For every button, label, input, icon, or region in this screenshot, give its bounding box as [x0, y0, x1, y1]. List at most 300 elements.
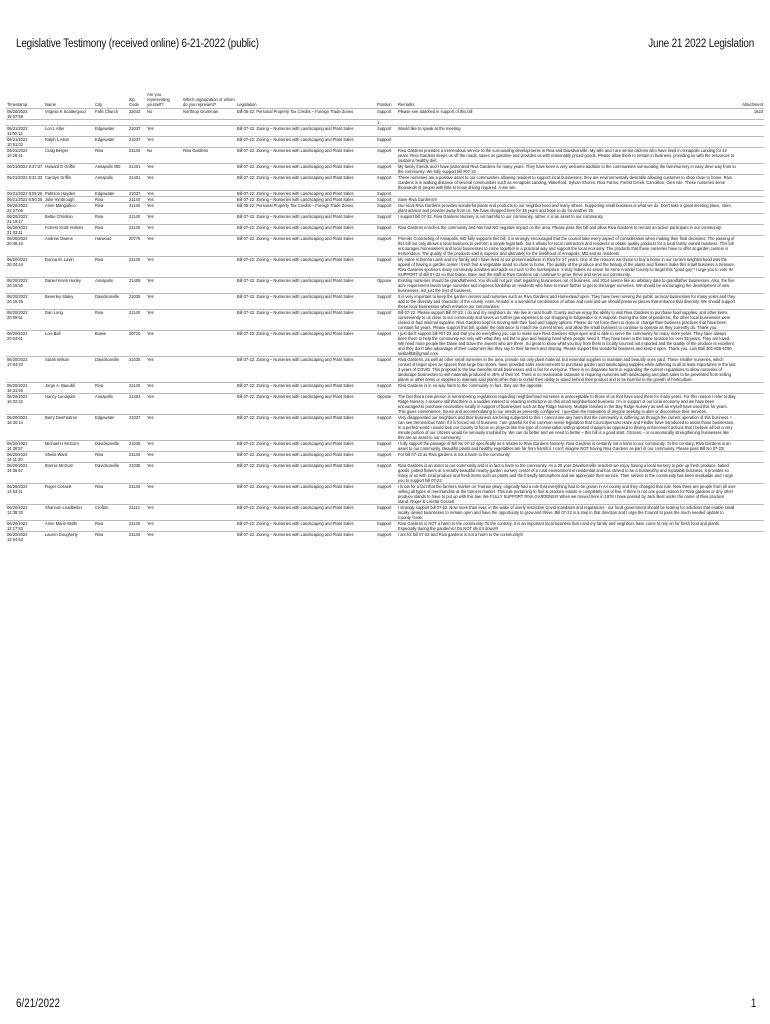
cell-zip: 21140 [129, 484, 141, 489]
cell-zip: 21140 [129, 225, 141, 230]
table-row [6, 505, 764, 521]
table-row [6, 357, 764, 383]
cell-timestamp: 06/20/2022 14:11:20 [7, 452, 28, 462]
cell-legislation: Bill 07-22: Zoning – Nurseries with Landscaping and Plant Sales [237, 521, 354, 526]
cell-attachment [737, 278, 764, 294]
cell-position: Support [377, 191, 392, 196]
cell-attachment [737, 310, 764, 331]
cell-legislation: Bill 07-22: Zoning – Nurseries with Landscaping and Plant Sales [237, 394, 354, 399]
cell-attachment [737, 294, 764, 310]
cell-name: Lauren Dougherty [45, 532, 78, 537]
cell-city: Riva [95, 197, 104, 202]
cell-remarks: Riva Gardens is an asset to our community and is in fact a harm to the community. As a 30 year Davidsonville resident we enjoy having a local nursery to pick up fresh produce, baked goods, potted flowers at a nearby beautiful nearby garden nursery center of a rural environment in residential and has strived to be a trustworthy and reputable business. It provides so many of us with local produce and fresh items such as plants and the friendly atmosphere and we appreciate their service. Their service to the community has been invaluable and I urge you to support bill 07-22. [398, 463, 734, 483]
col-legislation: Legislation [237, 102, 257, 107]
cell-position: Support [377, 484, 392, 489]
cell-attachment [737, 357, 764, 383]
cell-position: Support [377, 294, 392, 299]
cell-remarks: Please see attached in support of this bill [398, 109, 473, 114]
cell-organization [182, 126, 236, 137]
cell-position: Support [377, 383, 392, 388]
cell-legislation: Bill 07-22: Zoning – Nurseries with Landscaping and Plant Sales [237, 331, 354, 336]
table-row [6, 415, 764, 441]
cell-organization [182, 415, 236, 441]
cell-representing: Yes [147, 331, 154, 336]
cell-name: Barry DeeFastros [45, 415, 78, 420]
cell-organization [182, 257, 236, 278]
cell-name: Carolyn Griffin [45, 175, 72, 180]
cell-organization [182, 225, 236, 236]
cell-attachment [737, 532, 764, 543]
cell-zip: 20776 [129, 236, 141, 241]
cell-organization [182, 521, 236, 532]
cell-organization [182, 532, 236, 543]
cell-legislation: Bill 07-22: Zoning – Nurseries with Landscaping and Plant Sales [237, 294, 354, 299]
col-position: Position [377, 102, 392, 107]
cell-zip: 21401 [129, 164, 141, 169]
cell-attachment [737, 225, 764, 236]
cell-position: Support [377, 257, 392, 262]
col-organization: Which organization or whom do you represent? [183, 97, 235, 107]
cell-city: Davidsonville [95, 463, 120, 468]
table-row [6, 148, 764, 164]
col-timestamp: Timestamp [7, 102, 28, 107]
cell-city: Annapolis [95, 278, 113, 283]
cell-legislation: Bill 07-22: Zoning – Nurseries with Landscaping and Plant Sales [237, 452, 354, 457]
cell-representing: Yes [147, 505, 154, 510]
table-row [6, 257, 764, 278]
cell-name: Anne Marie Wolfe [45, 521, 78, 526]
cell-city: Edgewater [95, 137, 115, 142]
cell-position: Support [377, 357, 392, 362]
cell-name: Lois Ball [45, 331, 61, 336]
cell-attachment [737, 484, 764, 505]
cell-representing: Yes [147, 203, 154, 208]
table-row [6, 532, 764, 543]
cell-representing: Yes [147, 137, 154, 142]
cell-attachment [737, 383, 764, 394]
cell-name: Howard D Griffin [45, 164, 76, 169]
cell-organization [182, 463, 236, 484]
cell-position: Support [377, 137, 392, 142]
cell-zip: 21037 [129, 415, 141, 420]
cell-city: Riva [95, 484, 104, 489]
cell-city: Edgewater [95, 126, 115, 131]
cell-position: Support [377, 463, 392, 468]
cell-organization [182, 214, 236, 225]
cell-zip: 21037 [129, 137, 141, 142]
cell-representing: Yes [147, 452, 154, 457]
table-row [6, 126, 764, 137]
cell-organization [182, 357, 236, 383]
cell-organization [182, 278, 236, 294]
cell-remarks: Our local Riva Gardens provides wonderful plants and products to our neighborhood and many others. Supporting small business is what we do. Don't take a great meeting place, store, plant advisor and provider away from us. We have shopped here for 25 years and hope to do for another 25. [398, 203, 732, 213]
cell-representing: Yes [147, 294, 154, 299]
cell-legislation: Bill 07-22: Zoning – Nurseries with Landscaping and Plant Sales [237, 463, 354, 468]
cell-remarks: I fully support the passage of Bill No 07-22 specifically as it relates to Riva Gardens Nursery. Riva Gardens is certainly not a harm to our community. To the contrary, Riva Gardens is an asset to our community. Beautiful plants and healthy vegetables are far from harmful. I can't imagine NOT having Riva Gardens as part of our community. Please pass Bill No 07-22! [398, 441, 731, 451]
cell-timestamp: 06/20/2022 20:09:51 [7, 310, 28, 320]
cell-timestamp: 06/21/2022 10:28:41 [7, 148, 28, 158]
hearing-title: June 21 2022 Legislation [648, 38, 754, 50]
cell-remarks: I strongly support bill 07-22. Now more than ever, in the wake of overly restrictive Covid mandates and regulations - our local government should be looking for solutions that enable small locally owned businesses to remain open and have the opportunity to grow and thrive. Bill 07-22 is a step in that direction and I urge the Council to pass the much needed update to County Code. [398, 505, 735, 520]
cell-zip: 21035 [129, 463, 141, 468]
cell-remarks: Riva Gardens enriches the community and has had NO negative impact on the area. Please pass this bill and allow Riva Gardens to remain an active participant in our community. [398, 225, 722, 230]
cell-representing: Yes [147, 521, 154, 526]
cell-remarks: Riva Gardens, as well as other small nurseries in the area, provide not only plant material, but essential supplies to maintain and beautify ones yard. These smaller nurseries, which consist of larger open air spaces than large box stores, have provided safer environments to purchase garden and landscaping supplies while adhering to all at least importance in the last 3 years of COVID. This proposal to the law, benefits small businesses and is fair for everyone. There is no disparate harm in expanding the current regulations to allow nurseries of landscape businesses to sell materials produced in 35% of their lot. There is no reasonable rationale in requiring nurseries with landscaping and plant sales to be prevented from selling plants or other items or supplies to maintain said plants other than to curtail their ability to stand behind their product and to be harmful to the growth of horticulture. [398, 357, 736, 382]
table-row [6, 278, 764, 294]
cell-timestamp: 06/20/2022 13:53:11 [7, 484, 28, 494]
table-row [6, 463, 764, 484]
cell-name: Craig Berger [45, 148, 69, 153]
cell-organization [182, 294, 236, 310]
cell-legislation: Bill 07-22: Zoning – Nurseries with Landscaping and Plant Sales [237, 137, 354, 142]
cell-name: Lori L Alter [45, 126, 65, 131]
cell-legislation: Bill 07-22: Zoning – Nurseries with Landscaping and Plant Sales [237, 148, 354, 153]
cell-legislation: Bill 07-22: Zoning – Nurseries with Landscaping and Plant Sales [237, 197, 354, 202]
cell-city: Riva [95, 257, 104, 262]
cell-timestamp: 06/20/2022 20:48:43 [7, 236, 28, 246]
cell-city: Annapolis MD [95, 164, 121, 169]
cell-legislation: Bill 07-22: Zoning – Nurseries with Landscaping and Plant Sales [237, 191, 354, 196]
cell-zip: 21035 [129, 294, 141, 299]
table-row [6, 225, 764, 236]
cell-representing: Yes [147, 175, 154, 180]
cell-remarks: My name is Donna Lavin and my family and I have lived at our present address in Riva for 27 years. One of the reasons we chose to buy a home in our current neighborhood was the appeal of having a garden center / fresh fruit & vegetable stand so close to home. The quality of the produce and the beauty of the plants and flowers make this small business a treasure. Riva Gardens sponsors many community activities and adds so much to the marketplace. It truly makes no sense for Anne Arundel County to target this "good guy"! I urge you to vote IN SUPPORT of Bill 07-22 so that Diane, Dave and the staff at Riva Gardens can continue to grow, thrive and serve our community. [398, 257, 735, 277]
cell-legislation: Bill 07-22: Zoning – Nurseries with Landscaping and Plant Sales [237, 175, 354, 180]
footer-date: 6/21/2022 [16, 998, 61, 1010]
cell-organization [182, 383, 236, 394]
cell-name: Sarah Wilson [45, 357, 70, 362]
cell-timestamp: 06/20/2022 20:04:51 [7, 331, 28, 341]
cell-timestamp: 06/20/2022 12:17:53 [7, 521, 28, 531]
cell-organization [182, 452, 236, 463]
cell-legislation: Bill 07-22: Zoning – Nurseries with Landscaping and Plant Sales [237, 441, 354, 446]
table-row [6, 484, 764, 505]
cell-remarks [397, 137, 737, 148]
cell-representing: Yes [147, 415, 154, 420]
cell-timestamp: 06/21/2022 11:00:12 [7, 126, 28, 136]
cell-timestamp: 06/21/2022 8:05:26 [7, 191, 43, 196]
cell-organization [182, 484, 236, 505]
cell-attachment [737, 126, 764, 137]
cell-zip: 21140 [129, 310, 141, 315]
cell-position: Support [377, 214, 392, 219]
cell-representing: Yes [147, 191, 154, 196]
cell-name: Forrest Scott Holmes [45, 225, 84, 230]
cell-city: Riva [95, 225, 104, 230]
cell-name: Sheila Ward [45, 452, 68, 457]
cell-timestamp: 06/20/2022 20:16:45 [7, 294, 28, 304]
cell-organization [182, 164, 236, 175]
cell-zip: 21140 [129, 452, 141, 457]
cell-timestamp: 06/20/2022 14:38:57 [7, 441, 28, 451]
cell-legislation: Bill 07-22: Zoning – Nurseries with Landscaping and Plant Sales [237, 415, 354, 420]
cell-name: Bettie Christian [45, 214, 73, 219]
cell-timestamp: 06/21/2022 10:51:02 [7, 137, 28, 147]
cell-position: Support [377, 331, 392, 336]
cell-city: Riva [95, 214, 104, 219]
cell-remarks: Riva Gardens is in no way harm to the community. In fact, they are the opposite. [398, 383, 544, 388]
cell-attachment: 1923 [753, 109, 763, 114]
cell-name: Ralph L Alton [45, 137, 70, 142]
cell-organization [182, 394, 236, 415]
cell-position: Support [377, 236, 392, 241]
cell-zip: 21403 [129, 394, 141, 399]
cell-position: Support [377, 452, 392, 457]
cell-name: Michael H McGurn [45, 441, 79, 446]
cell-city: Riva [95, 383, 104, 388]
cell-remarks: I support bill 07-22. Riva Gardens Nursery is not harmful to our community, rather, it is an asset to our community. [398, 214, 604, 219]
cell-remarks: For bill 07-22 as Riva gardens is not a harm to the community [398, 452, 510, 457]
cell-name: Donna M. Lavin [45, 257, 74, 262]
cell-name: Beverley Staley [45, 294, 74, 299]
cell-timestamp: 06/20/2022 16:02:22 [7, 394, 28, 404]
cell-remarks: I just don't support bill #07-22 and that you do everything you can to make sure Riva Gardens stays open and is able to serve the community for many more years. They have always been there to help the community not only with what they sell but to give and helping hand when people need it. They have been in the same location for over 25 years. They are loved. We need more people like Diane and Dave the owners who are there. So great to know what you buy from them is locally sourced not imported and the quality of the produce is excellent and they don't take advantage of their customers like they say to their farmers and sharing. Please support this wonderful business and keep it open. Thank you. Lois Ball 301-805-5790 loisball58@gmail.com [398, 331, 734, 356]
cell-position: Support [377, 126, 392, 131]
cell-representing: Yes [147, 383, 154, 388]
cell-representing: Yes [147, 257, 154, 262]
document-title: Legislative Testimony (received online) 6-21-2022 (public) [16, 38, 259, 50]
cell-zip: 21140 [129, 521, 141, 526]
table-row [6, 164, 764, 175]
cell-position: Support [377, 164, 392, 169]
cell-legislation: Bill 07-22: Zoning – Nurseries with Landscaping and Plant Sales [237, 357, 354, 362]
table-header-row [6, 92, 764, 109]
cell-position: 1 [377, 120, 380, 125]
col-representing: Are you representing yourself? [147, 92, 170, 107]
cell-city: Falls Church [95, 109, 118, 114]
table-row [6, 521, 764, 532]
testimony-table [6, 92, 764, 542]
cell-position: Oppose [377, 394, 392, 399]
cell-zip: 21037 [129, 191, 141, 196]
cell-attachment [737, 463, 764, 484]
cell-city: Crofton [95, 505, 109, 510]
cell-organization [182, 505, 236, 521]
table-row [6, 394, 764, 415]
cell-attachment [737, 214, 764, 225]
cell-zip: 21035 [129, 441, 141, 446]
cell-remarks: The fact that a new person is reinterpreting regulations regarding neighborhood nurseries is unacceptable to those of us that have used them for many years. For this reason I refer to Bay Ridge Nursery. I assume still that there is a sudden interest in enacting restrictions on this small neighborhood business. I'm in support of our local economy and we have been encouraged to purchase necessities locally in support of businesses such as Bay Ridge Nursery. Multiple families in the Bay Ridge Nursery as well as myself have used this for years. This gives convenience, house and accommodating to our needs as presently configured. I question the motivation of anyone seeking to alter or discontinue their services. [398, 394, 736, 414]
table-row [6, 441, 764, 452]
table-row [6, 109, 764, 120]
cell-legislation: Bill 07-22: Zoning – Nurseries with Landscaping and Plant Sales [237, 225, 354, 230]
cell-organization [182, 310, 236, 331]
cell-timestamp: 06/20/2022 12:04:53 [7, 532, 28, 542]
cell-attachment [737, 331, 764, 357]
cell-attachment [737, 148, 764, 164]
cell-representing: Yes [147, 310, 154, 315]
cell-zip: 21140 [129, 203, 141, 208]
cell-attachment [737, 521, 764, 532]
cell-position: Support [377, 415, 392, 420]
cell-zip: 21140 [129, 148, 141, 153]
cell-timestamp: 06/20/2022 21:03:11 [7, 225, 28, 235]
cell-remarks: Bill 07-22. Please support Bill 07-22. I do and my neighbors do. We live in rural South County and we enjoy the ability to visit Riva Gardens to purchase food supplies, and other items conveniently to us close to our community and saves us further gas expenses to our shopping in Edgewater or Annapolis. During this time of pandemic, the other local businesses were closed or had minimal supplies. Riva Gardens kept us moving with their food and supply options. Please do not force them to close or change their business practices that have been constant for years. Please support this bill, update the ordinance to match the current times, and allow the small business to continue to operate as they currently do. Thank you. [398, 310, 731, 330]
cell-city: Davidsonville [95, 357, 120, 362]
cell-timestamp: 06/20/2022 20:18:50 [7, 278, 28, 288]
table-row [6, 383, 764, 394]
table-row [6, 294, 764, 310]
cell-representing: No [147, 148, 153, 153]
cell-position: Support [377, 148, 392, 153]
cell-representing: Yes [147, 357, 154, 362]
cell-remarks: Very disappointed our neighbors and their business are being subjected to this. I cannot see any harm that the community is suffering as through the current operation of this business. I can see tremendous harm if it is forced out of business. I am grateful for this common sense legislation that Councilpersons Haire and Fiedler have introduced to assist those businesses. In a perfect world I would love our County to focus on projects like this type of conversation with proposed changes as opposed to driving enforcement actions that I believe all but a very minute portion of our citizens would be seriously troubled by. We can do better and we need to better – this bill is a good start. Citizens – or economically strengthening businesses like this are an asset to our community. [398, 415, 735, 440]
cell-city: Bowie [95, 331, 107, 336]
cell-city: Annapolis [95, 394, 113, 399]
cell-name: Bonnie McGurn [45, 463, 74, 468]
cell-city: Edgewater [95, 415, 115, 420]
cell-position: Support [377, 441, 392, 446]
cell-zip: 21140 [129, 532, 141, 537]
cell-remarks: My family friends and I have patronized Riva Gardens for many years. They have been a very welcome addition to the communities surrounding the farm/nursery in easy drive way from to the community. We fully support bill #07-22 [398, 164, 736, 174]
cell-position: Support [377, 505, 392, 510]
table-row [6, 310, 764, 331]
cell-legislation: Bill 07-22: Zoning – Nurseries with Landscaping and Plant Sales [237, 257, 354, 262]
cell-organization [182, 203, 236, 214]
cell-organization [182, 137, 236, 148]
cell-attachment [737, 236, 764, 257]
cell-organization: Riva Gardens [183, 148, 209, 153]
cell-representing: Yes [147, 484, 154, 489]
col-name: Name [45, 102, 56, 107]
cell-zip: 21140 [129, 257, 141, 262]
cell-legislation: Bill 07-22: Zoning – Nurseries with Landscaping and Plant Sales [237, 310, 354, 315]
cell-remarks: Premier Contracting of Annapolis, MD fully supports this bill. It is strongly encouraged that the council take every aspect of consideration when making their final decisions. The passing of this bill not only allows a local business to perform a simple legal task, but it allows for local contractors and residents to obtain quality products for a local family owned business. This bill encourages homeowners and local businesses to come together in a practical way and support the local economy. The products that these nurseries have to offer at garden centers is tremendous. The quality of the products sold is superior and ultimately for the livelihood of Annapolis, MD and its residents. [398, 236, 735, 256]
cell-zip: 21037 [129, 126, 141, 131]
cell-zip: 20720 [129, 331, 141, 336]
cell-representing: Yes [147, 225, 154, 230]
cell-zip: 21140 [129, 383, 141, 388]
cell-position: Support [377, 532, 392, 537]
cell-legislation: Bill 05-22: Personal Property Tax Credits – Foreign Trade Zones [237, 109, 354, 114]
cell-zip: 21035 [129, 357, 141, 362]
col-remarks: Remarks [398, 102, 415, 107]
cell-representing: Yes [147, 532, 154, 537]
cell-timestamp: 06/20/2022 14:06:57 [7, 463, 28, 473]
cell-organization [182, 236, 236, 257]
cell-position: Support [377, 521, 392, 526]
cell-city: Riva [95, 521, 104, 526]
cell-city: Davidsonville [95, 441, 120, 446]
cell-name: Roger Cossett [45, 484, 72, 489]
cell-attachment [737, 452, 764, 463]
cell-name: Anne Mangiafico [45, 203, 76, 208]
cell-representing: Yes [147, 394, 154, 399]
cell-organization [182, 175, 236, 191]
cell-remarks: Riva Gardens is NOT a harm to the community. To the contrary, it is an important local business that I and my family and neighbors have come to rely on for fresh food and plants. Especially during the pandemic! Do NOT shut it down!!! [398, 521, 721, 531]
table-row [6, 214, 764, 225]
table-row [6, 203, 764, 214]
cell-name: Pahtson Hayden [45, 191, 76, 196]
cell-remarks: It is very important to keep the garden centers and nurseries such as Riva Gardens and Homestead open. They have been serving the public as local businesses for many years and they add to the diversity and character of the county. Anne Arundel is a wonderful combination of urban and rural and we should preserve places that enhance that diversity. We should support these local businesses which enhance our communities. [398, 294, 736, 309]
col-zip: Zip Code [129, 97, 139, 107]
table-row [6, 236, 764, 257]
cell-zip: 21114 [129, 505, 140, 510]
cell-city: Riva [95, 148, 104, 153]
col-attachment: Attachment [742, 102, 763, 107]
cell-city: Riva [95, 532, 104, 537]
cell-representing: Yes [147, 126, 154, 131]
cell-city: Davidsonville [95, 294, 120, 299]
cell-city: Edgewater [95, 191, 115, 196]
cell-representing: Yes [147, 214, 154, 219]
cell-zip: 21140 [129, 197, 141, 202]
cell-attachment [737, 505, 764, 521]
cell-name: Shannon Leadbetter [45, 505, 83, 510]
cell-attachment [737, 175, 764, 191]
cell-remarks: Would like to speak at the meeting [398, 126, 461, 131]
table-row [6, 452, 764, 463]
cell-position: Support [377, 225, 392, 230]
cell-city: Riva [95, 203, 104, 208]
cell-attachment [737, 394, 764, 415]
cell-attachment [737, 164, 764, 175]
cell-zip: 21409 [129, 278, 141, 283]
cell-timestamp: 06/20/2022 15:07:59 [7, 109, 28, 119]
cell-remarks: These nurseries are a positive asset to our communities allowing resident to support local businesses, they are environmentally desirable allowing customer to shop close to home. Riva Gardens is in walking distance of several communities such as Annapolis Landing, Waterford, Sylvan Shores, Riva Farms, Forest Creek, Carrollton, Glen Isle. These nurseries serve thousands of people with little to know driving required. A win win. [398, 175, 732, 190]
cell-remarks: Riva Gardens provides a tremendous service to the surrounding developments in Riva and Davidsonville. My wife and I are senior citizens who have lived in Annapolis Landing for 42 years. Riva Gardens keeps us off the roads, saves us gasoline and provides us with reasonably priced goods. Please allow them to remain in business, providing us with the resources to sustain a healthy diet. [398, 148, 735, 163]
cell-city: Riva [95, 310, 104, 315]
cell-position: Support [377, 175, 392, 180]
cell-legislation: Bill 07-22: Zoning – Nurseries with Landscaping and Plant Sales [237, 214, 354, 219]
cell-representing: No [147, 109, 153, 114]
cell-name: Virginia K Scattergood [45, 109, 86, 114]
cell-legislation: Bill 07-22: Zoning – Nurseries with Landscaping and Plant Sales [237, 236, 354, 241]
cell-timestamp: 06/20/2022 20:34:44 [7, 257, 28, 267]
cell-timestamp: 06/20/2022 22:27:06 [7, 203, 28, 213]
cell-attachment [737, 203, 764, 214]
cell-position: Support [377, 197, 392, 202]
cell-legislation: Bill 07-22: Zoning – Nurseries with Landscaping and Plant Sales [237, 484, 354, 489]
cell-city: Harwood [95, 236, 112, 241]
cell-attachment [737, 441, 764, 452]
cell-name: Julie Himbrough [45, 197, 75, 202]
cell-timestamp: 06/21/2022 6:50:25 [7, 197, 43, 202]
col-city: City [95, 102, 103, 107]
cell-representing: Yes [147, 164, 154, 169]
cell-legislation: Bill 05-22: Personal Property Tax Credits – Foreign Trade Zones [237, 203, 354, 208]
cell-position: Support [377, 203, 392, 208]
cell-zip: 22042 [129, 109, 141, 114]
cell-timestamp: 06/20/2022 17:04:23 [7, 357, 28, 367]
cell-timestamp: 06/20/2022 12:38:33 [7, 505, 28, 515]
cell-timestamp: 06/20/2022 16:31:56 [7, 383, 28, 393]
cell-attachment [737, 415, 764, 441]
cell-city: Riva [95, 452, 104, 457]
cell-legislation: Bill 07-22: Zoning – Nurseries with Landscaping and Plant Sales [237, 383, 354, 388]
cell-organization [182, 331, 236, 357]
cell-timestamp: 06/21/2022 8:37:37 [7, 164, 43, 169]
cell-timestamp: 06/21/2022 8:31:33 [7, 175, 43, 180]
cell-remarks: I am for bill 07-22 and Riva gardens is not a harm to the community!!! [398, 532, 524, 537]
cell-position: Oppose [377, 278, 392, 283]
page-number: 1 [750, 998, 756, 1010]
cell-legislation: Bill 07-22: Zoning – Nurseries with Landscaping and Plant Sales [237, 505, 354, 510]
cell-organization: Northrop Grumman [183, 109, 219, 114]
cell-timestamp: 06/20/2022 21:19:17 [7, 214, 28, 224]
cell-legislation: Bill 07-22: Zoning – Nurseries with Landscaping and Plant Sales [237, 532, 354, 537]
cell-position: Support [377, 310, 392, 315]
cell-representing: Yes [147, 236, 154, 241]
cell-remarks: I know for a fact that the farmers market on Truman pkwy, originally had a rule that everything had to be grown in AA county and they changed that rule. Now there are people from all over selling all types of merchandise at the farmers market. This rule pertaining to fruit & produce stands is completely out of line. If there is not one good reason for Riva gardens or any other produce stands to have to put up with this law. We FULLY SUPPORT RIVA GARDENS!!! When we moved here in 1978 I have passed by Jack Best under the name of Riva produce stand. Roger & Loretta Cossett [398, 484, 736, 504]
cell-legislation: Bill 07-22: Zoning – Nurseries with Landscaping and Plant Sales [237, 164, 354, 169]
cell-name: Andrew Owens [45, 236, 73, 241]
table-row [6, 331, 764, 357]
cell-representing: Yes [147, 278, 154, 283]
cell-remarks: Save Riva Gardens!!! [398, 197, 437, 202]
cell-position: Support [377, 109, 392, 114]
cell-name: Jorge A. Baeubli [45, 383, 75, 388]
